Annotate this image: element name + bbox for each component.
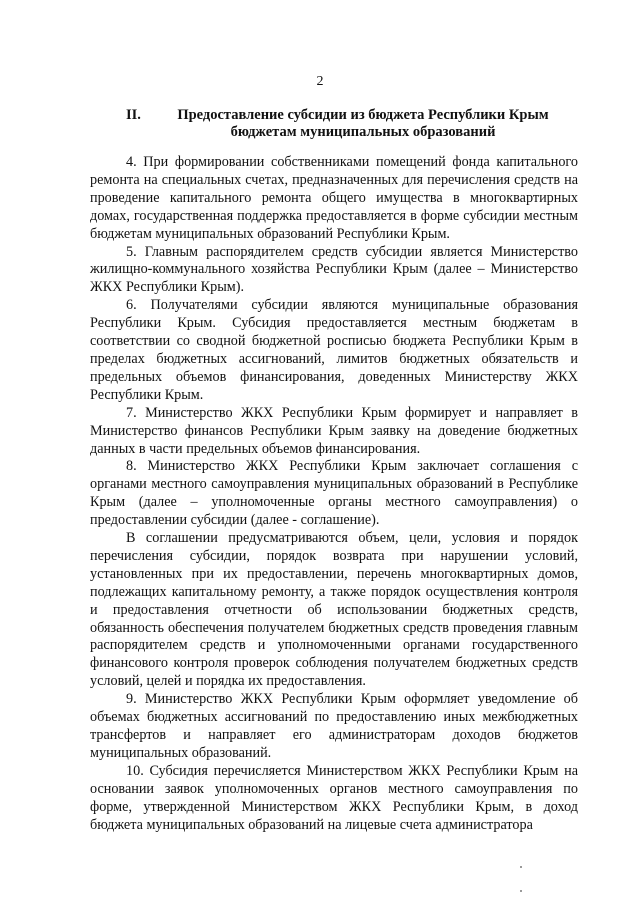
scan-speck xyxy=(520,890,522,892)
paragraph-9: 9. Министерство ЖКХ Республики Крым оформляет уведомление об объемах бюджетных ассигнований по предоставлению иных межбюджетных трансфертов и направляет его администраторам доходов бюджетов муниципальных образований. xyxy=(90,691,578,761)
paragraph-7: 7. Министерство ЖКХ Республики Крым формирует и направляет в Министерство финансов Республики Крым заявку на доведение бюджетных данных в части предельных объемов финансирования. xyxy=(90,404,578,457)
paragraph-10: 10. Субсидия перечисляется Министерством ЖКХ Республики Крым на основании заявок уполномоченных органов местного самоуправления по форме, утвержденной Министерством ЖКХ Республики Крым, в доход бюджета муниципальных образований на лицевые счета администратора xyxy=(90,762,578,833)
section-number: II. xyxy=(126,107,141,123)
section-heading xyxy=(88,107,568,141)
section-title-line-1: Предоставление субсидии из бюджета Республики Крым xyxy=(177,107,549,123)
paragraph-agreement: В соглашении предусматриваются объем, цели, условия и порядок перечисления субсидии, порядок возврата при нарушении условий, установленных при их предоставлении, перечень многоквартирных домов, подлежащих капитальному ремонту, а также порядок осуществления контроля и предоставления отчетности об использовании бюджетных средств, обязанность обеспечения получателем бюджетных средств проведения главным распорядителем средств и уполномоченными органами государственного финансового контроля проверок соблюдения получателем бюджетных средств условий, целей и порядка их предоставления. xyxy=(90,530,578,690)
section-title-line-2: бюджетам муниципальных образований xyxy=(230,124,496,140)
scan-speck xyxy=(520,866,522,868)
paragraph-4: 4. При формировании собственниками помещений фонда капитального ремонта на специальных счетах, предназначенных для перечисления средств на проведение капитального ремонта общего имущества в многоквартирных домах, государственная поддержка предоставляется в форме субсидии местным бюджетам муниципальных образований Республики Крым. xyxy=(90,154,578,242)
body-text xyxy=(90,154,578,834)
page-number: 2 xyxy=(316,74,324,89)
paragraph-8: 8. Министерство ЖКХ Республики Крым заключает соглашения с органами местного самоуправления муниципальных образований в Республике Крым (далее – уполномоченные органы местного самоуправления) о предоставлении субсидии (далее - соглашение). xyxy=(90,458,578,529)
paragraph-6: 6. Получателями субсидии являются муниципальные образования Республики Крым. Субсидия предоставляется местным бюджетам в соответствии со сводной бюджетной росписью бюджета Республики Крым в пределах бюджетных ассигнований, лимитов бюджетных обязательств и предельных объемов финансирования, доведенных Министерству ЖКХ Республики Крым. xyxy=(90,297,578,403)
paragraph-5: 5. Главным распорядителем средств субсидии является Министерство жилищно-коммунального хозяйства Республики Крым (далее – Министерство ЖКХ Республики Крым). xyxy=(90,243,578,296)
